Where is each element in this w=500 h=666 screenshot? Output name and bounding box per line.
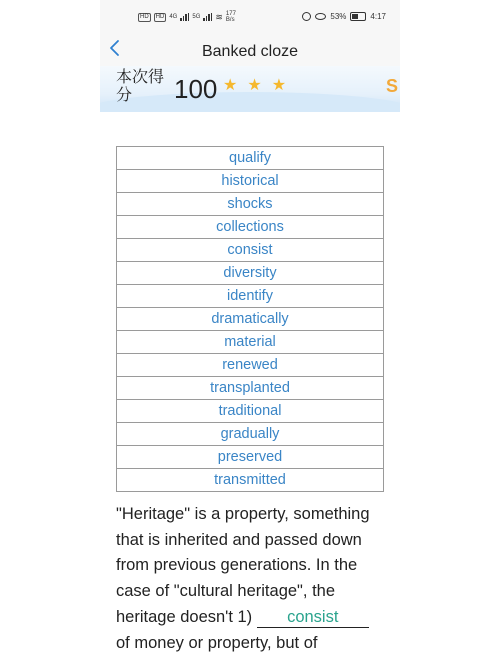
eye-comfort-icon	[315, 13, 326, 20]
word-bank-row	[117, 285, 384, 308]
word-option[interactable]: qualify	[117, 147, 384, 170]
word-bank-row	[117, 423, 384, 446]
word-bank-row	[117, 400, 384, 423]
word-bank-row	[117, 377, 384, 400]
wifi-icon: ≋	[215, 11, 223, 22]
passage-line: case of "cultural heritage", the	[116, 582, 336, 601]
title-bar	[100, 34, 400, 66]
word-option[interactable]: traditional	[117, 400, 384, 423]
word-bank-row	[117, 239, 384, 262]
score-side-mark: S	[385, 76, 398, 96]
word-bank-table	[116, 146, 384, 492]
speed-unit: B/s	[225, 17, 235, 23]
passage-line-with-blank	[116, 605, 388, 631]
word-option[interactable]: collections	[117, 216, 384, 239]
signal-bars-icon	[180, 13, 189, 21]
star-icon: ★	[223, 77, 238, 94]
word-option[interactable]: historical	[117, 170, 384, 193]
clock: 4:17	[370, 12, 386, 21]
word-option[interactable]: renewed	[117, 354, 384, 377]
word-option[interactable]: diversity	[117, 262, 384, 285]
word-bank-row	[117, 308, 384, 331]
star-icon: ★	[271, 77, 287, 94]
passage-line: that is inherited and passed down	[116, 530, 362, 549]
word-option[interactable]: dramatically	[117, 308, 384, 331]
signal-label-2: 5G	[192, 14, 201, 20]
word-option[interactable]: transplanted	[117, 377, 384, 400]
answer-blank-1[interactable]: consist	[257, 607, 369, 628]
word-bank-row	[117, 262, 384, 285]
word-option[interactable]: transmitted	[117, 469, 384, 492]
network-badge-2: HD	[155, 13, 165, 20]
word-bank-row	[117, 170, 384, 193]
passage-line: of money or property, but of	[116, 633, 318, 652]
nfc-icon	[302, 12, 311, 21]
signal-bars-icon-2	[203, 13, 212, 21]
star-icon: ★	[247, 77, 262, 94]
network-badge: HD	[140, 13, 149, 20]
passage-line-prefix: heritage doesn't 1)	[116, 607, 257, 626]
word-option[interactable]: preserved	[117, 446, 384, 469]
passage-text	[116, 502, 388, 656]
word-bank-row	[117, 469, 384, 492]
word-bank-row	[117, 216, 384, 239]
word-option[interactable]: material	[117, 331, 384, 354]
word-bank-row	[117, 354, 384, 377]
word-bank-row	[117, 193, 384, 216]
status-right	[302, 12, 386, 21]
word-bank-row	[117, 147, 384, 170]
score-label: 本次得分	[116, 69, 165, 104]
word-bank-row	[117, 331, 384, 354]
score-banner	[100, 66, 400, 112]
star-rating	[223, 78, 286, 94]
network-speed	[226, 11, 236, 23]
word-option[interactable]: gradually	[117, 423, 384, 446]
word-option[interactable]: consist	[117, 239, 384, 262]
score-value: 100	[174, 74, 218, 104]
word-option[interactable]: shocks	[117, 193, 384, 216]
phone-screen	[100, 0, 400, 666]
word-bank-row	[117, 446, 384, 469]
passage-line: "Heritage" is a property, something	[116, 505, 370, 523]
page-title: Banked cloze	[201, 43, 299, 60]
status-left	[138, 11, 236, 23]
status-bar	[100, 0, 400, 34]
speed-value: 177	[225, 11, 236, 17]
passage-line: from previous generations. In the	[116, 556, 358, 575]
battery-icon	[350, 12, 366, 21]
word-option[interactable]: identify	[117, 285, 384, 308]
signal-label-1: 4G	[169, 14, 178, 20]
battery-percent: 53%	[330, 12, 347, 21]
